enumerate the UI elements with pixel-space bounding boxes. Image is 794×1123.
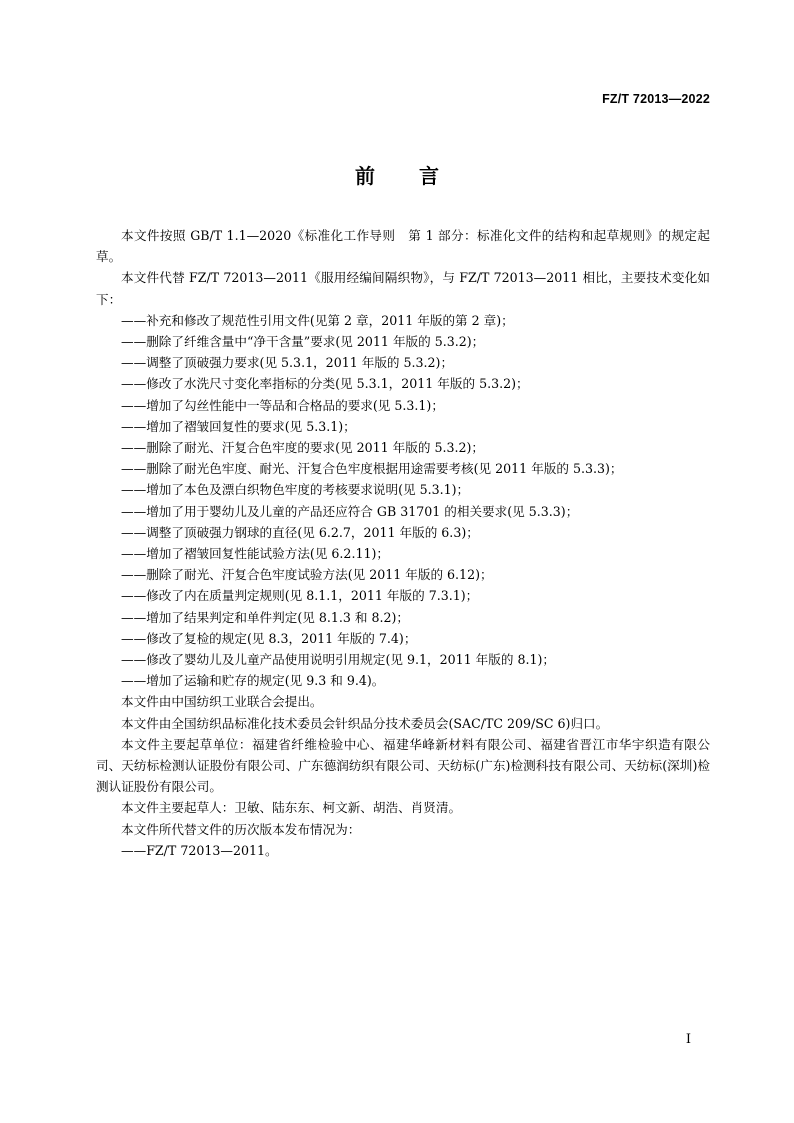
change-item: ——补充和修改了规范性引用文件(见第 2 章，2011 年版的第 2 章)；	[121, 312, 514, 328]
title-char-2: 言	[419, 164, 439, 188]
document-code: FZ/T 72013—2022	[602, 92, 710, 106]
history-item: ——FZ/T 72013—2011。	[121, 842, 278, 858]
change-item: ——调整了顶破强力要求(见 5.3.1，2011 年版的 5.3.2)；	[121, 355, 454, 371]
foreword-body	[96, 225, 710, 861]
change-item: ——删除了耐光、汗复合色牢度试验方法(见 2011 年版的 6.12)；	[121, 567, 493, 583]
change-item: ——修改了水洗尺寸变化率指标的分类(见 5.3.1，2011 年版的 5.3.2)；	[121, 376, 529, 392]
change-item: ——删除了耐光色牢度、耐光、汗复合色牢度根据用途需要考核(见 2011 年版的 5.3.3)；	[121, 461, 623, 477]
page-title	[0, 160, 794, 189]
change-item: ——增加了褶皱回复性的要求(见 5.3.1)；	[121, 418, 356, 434]
drafters-paragraph: 本文件主要起草人：卫敏、陆东东、柯文新、胡浩、肖贤清。	[121, 800, 462, 816]
intro-paragraph-1: 本文件按照 GB/T 1.1—2020《标准化工作导则 第 1 部分：标准化文件的结构和起草规则》的规定起草。	[96, 228, 710, 265]
change-item: ——删除了耐光、汗复合色牢度的要求(见 2011 年版的 5.3.2)；	[121, 440, 484, 456]
history-intro-paragraph: 本文件所代替文件的历次版本发布情况为：	[121, 821, 361, 837]
change-item: ——修改了复检的规定(见 8.3，2011 年版的 7.4)；	[121, 630, 417, 646]
change-item: ——修改了婴幼儿及儿童产品使用说明引用规定(见 9.1，2011 年版的 8.1)；	[121, 652, 555, 668]
intro-paragraph-2: 本文件代替 FZ/T 72013—2011《服用经编间隔织物》，与 FZ/T 72013—2011 相比，主要技术变化如下：	[96, 270, 710, 307]
change-item: ——增加了运输和贮存的规定(见 9.3 和 9.4)。	[121, 673, 385, 689]
title-char-1: 前	[355, 164, 375, 188]
change-item: ——删除了纤维含量中“净干含量”要求(见 2011 年版的 5.3.2)；	[121, 334, 485, 350]
change-item: ——增加了褶皱回复性能试验方法(见 6.2.11)；	[121, 546, 389, 562]
change-item: ——增加了用于婴幼儿及儿童的产品还应符合 GB 31701 的相关要求(见 5.3.3)；	[121, 503, 579, 519]
centralized-paragraph: 本文件由全国纺织品标准化技术委员会针织品分技术委员会(SAC/TC 209/SC 6)归口。	[121, 715, 609, 731]
change-item: ——增加了结果判定和单件判定(见 8.1.3 和 8.2)；	[121, 609, 410, 625]
change-item: ——修改了内在质量判定规则(见 8.1.1，2011 年版的 7.3.1)；	[121, 588, 479, 604]
change-item: ——增加了勾丝性能中一等品和合格品的要求(见 5.3.1)；	[121, 397, 444, 413]
drafting-units-paragraph: 本文件主要起草单位：福建省纤维检验中心、福建华峰新材料有限公司、福建省晋江市华宇织造有限公司、天纺标检测认证股份有限公司、广东德润纺织有限公司、天纺标(广东)检测科技有限公司、天纺标(深圳)检测认证股份有限公司。	[96, 736, 710, 795]
page-number: I	[685, 1032, 691, 1047]
change-item: ——增加了本色及漂白织物色牢度的考核要求说明(见 5.3.1)；	[121, 482, 470, 498]
proposer-paragraph: 本文件由中国纺织工业联合会提出。	[121, 694, 323, 710]
change-item: ——调整了顶破强力钢球的直径(见 6.2.7，2011 年版的 6.3)；	[121, 524, 479, 540]
